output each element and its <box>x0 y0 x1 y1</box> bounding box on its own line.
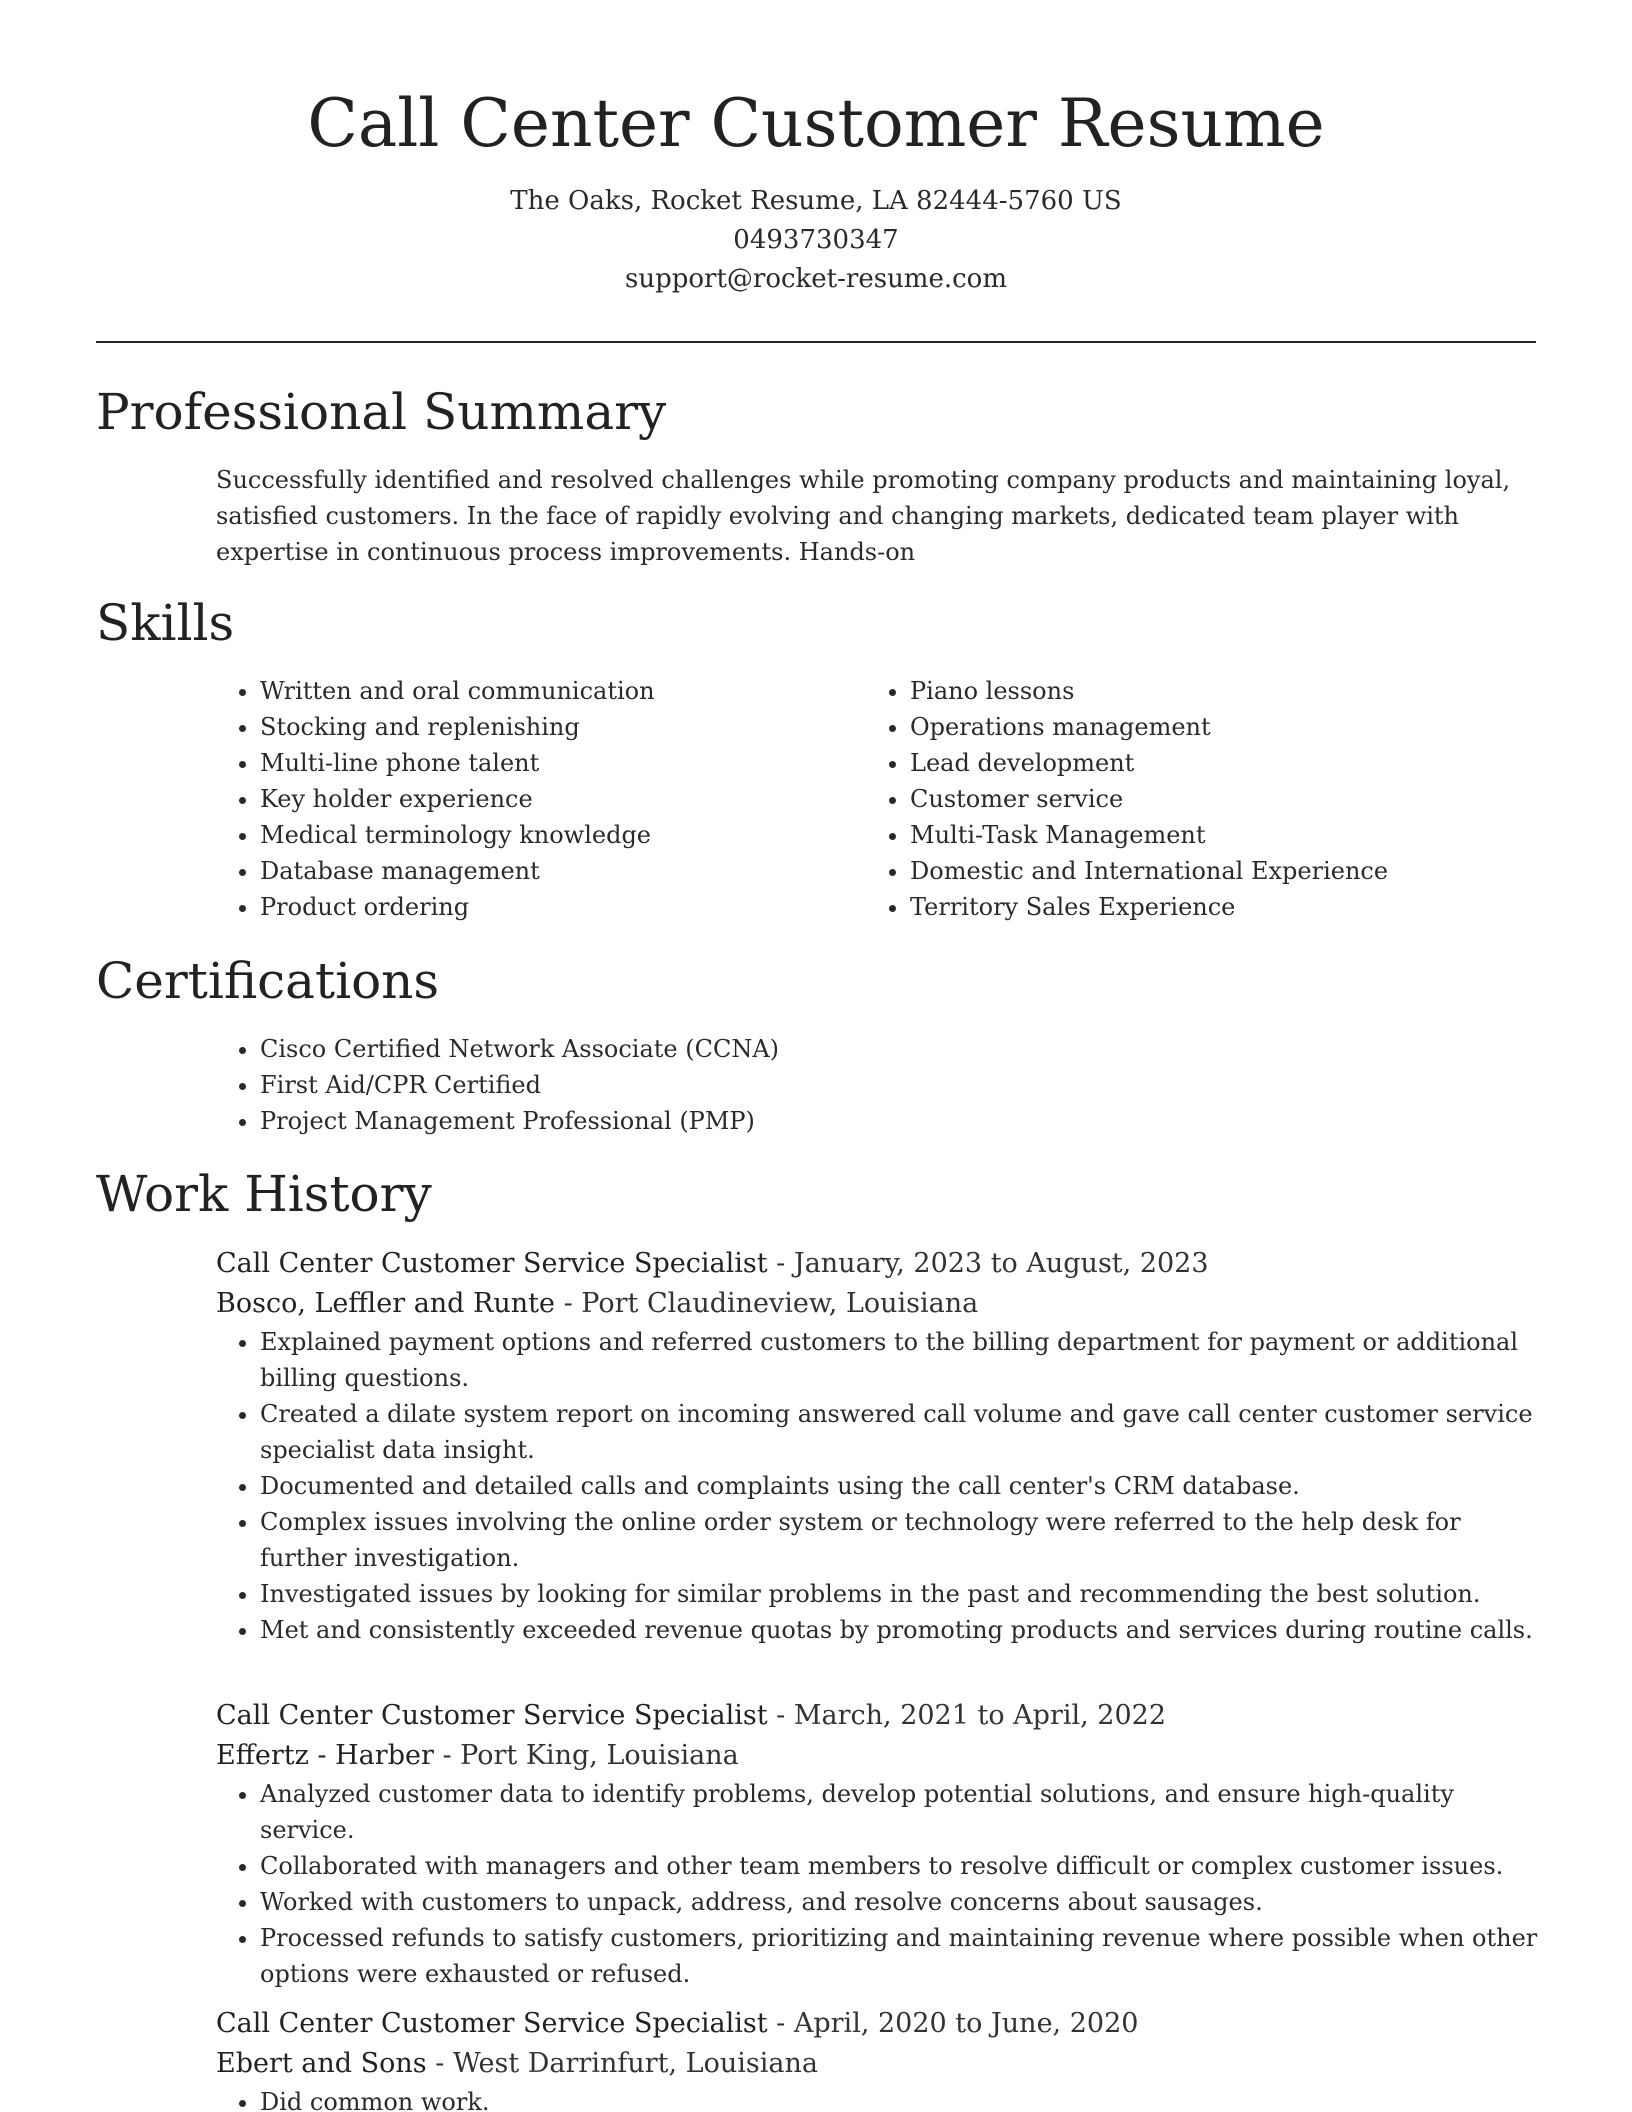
job-bullet: • Analyzed customer data to identify problems, develop potential solutions, and ensure high-quality service. <box>260 1776 1546 1848</box>
job-bullet-list <box>216 2084 1546 2112</box>
summary-text: Successfully identified and resolved challenges while promoting company products and maintaining loyal, satisfied customers. In the face of rapidly evolving and changing markets, dedicated team player with expertise in continuous process improvements. Hands-on <box>216 466 1511 566</box>
job-bullet: • Did common work. <box>260 2084 1546 2112</box>
job-title: Call Center Customer Service Specialist <box>216 1700 768 1731</box>
job-title: Call Center Customer Service Specialist <box>216 1248 768 1279</box>
job-heading <box>216 2004 1546 2044</box>
header-divider <box>96 341 1536 343</box>
skill-item: • Piano lessons <box>910 673 1590 709</box>
job-entry <box>216 1244 1546 1648</box>
job-bullet: • Created a dilate system report on incoming answered call volume and gave call center customer service specialist data insight. <box>260 1396 1546 1468</box>
job-dates: - January, 2023 to August, 2023 <box>767 1248 1209 1279</box>
job-dates: - March, 2021 to April, 2022 <box>767 1700 1167 1731</box>
contact-block <box>0 182 1632 299</box>
certifications-list <box>216 1031 1460 1139</box>
skill-item: • Operations management <box>910 709 1590 745</box>
skill-item: • Medical terminology knowledge <box>260 817 860 853</box>
skill-item: • Lead development <box>910 745 1590 781</box>
job-company: Ebert and Sons <box>216 2048 427 2079</box>
job-bullet: • Met and consistently exceeded revenue quotas by promoting products and services during routine calls. <box>260 1612 1546 1648</box>
skill-item: • Domestic and International Experience <box>910 853 1590 889</box>
job-bullet: • Explained payment options and referred customers to the billing department for payment or additional billing questions. <box>260 1324 1546 1396</box>
job-dates: - April, 2020 to June, 2020 <box>767 2008 1139 2039</box>
job-employer <box>216 1284 1546 1324</box>
skill-item: • Database management <box>260 853 860 889</box>
section-title-skills: Skills <box>96 594 235 652</box>
job-entry <box>216 1696 1546 1992</box>
contact-phone: 0493730347 <box>733 225 899 255</box>
resume-header <box>0 0 1632 299</box>
certification-item: • First Aid/CPR Certified <box>260 1067 1460 1103</box>
job-bullet: • Processed refunds to satisfy customers, prioritizing and maintaining revenue where possible when other options were exhausted or refused. <box>260 1920 1546 1992</box>
job-bullet-list <box>216 1324 1546 1648</box>
job-company: Bosco, Leffler and Runte <box>216 1288 555 1319</box>
job-bullet: • Complex issues involving the online order system or technology were referred to the help desk for further investigation. <box>260 1504 1546 1576</box>
contact-address: The Oaks, Rocket Resume, LA 82444-5760 US <box>510 186 1122 216</box>
skill-item: • Written and oral communication <box>260 673 860 709</box>
skills-list-left <box>216 673 860 925</box>
job-bullet: • Investigated issues by looking for similar problems in the past and recommending the best solution. <box>260 1576 1546 1612</box>
job-location: - Port Claudineview, Louisiana <box>554 1288 979 1319</box>
certification-item: • Cisco Certified Network Associate (CCNA) <box>260 1031 1460 1067</box>
job-location: - Port King, Louisiana <box>433 1740 739 1771</box>
skills-list-right <box>866 673 1590 925</box>
job-employer <box>216 2044 1546 2084</box>
job-employer <box>216 1736 1546 1776</box>
section-title-work-history: Work History <box>96 1165 432 1223</box>
job-bullet: • Documented and detailed calls and complaints using the call center's CRM database. <box>260 1468 1546 1504</box>
section-title-certifications: Certifications <box>96 952 440 1010</box>
skill-item: • Multi-line phone talent <box>260 745 860 781</box>
section-title-summary: Professional Summary <box>96 383 667 441</box>
job-company: Effertz - Harber <box>216 1740 434 1771</box>
job-title: Call Center Customer Service Specialist <box>216 2008 768 2039</box>
skill-item: • Product ordering <box>260 889 860 925</box>
job-heading <box>216 1696 1546 1736</box>
resume-name: Call Center Customer Resume <box>307 85 1325 162</box>
job-bullet: • Collaborated with managers and other team members to resolve difficult or complex customer issues. <box>260 1848 1546 1884</box>
contact-email: support@rocket-resume.com <box>624 264 1007 294</box>
certification-item: • Project Management Professional (PMP) <box>260 1103 1460 1139</box>
skill-item: • Territory Sales Experience <box>910 889 1590 925</box>
job-heading <box>216 1244 1546 1284</box>
job-bullet-list <box>216 1776 1546 1992</box>
job-bullet: • Worked with customers to unpack, address, and resolve concerns about sausages. <box>260 1884 1546 1920</box>
skill-item: • Multi-Task Management <box>910 817 1590 853</box>
job-entry <box>216 2004 1546 2112</box>
skill-item: • Key holder experience <box>260 781 860 817</box>
skill-item: • Stocking and replenishing <box>260 709 860 745</box>
skill-item: • Customer service <box>910 781 1590 817</box>
job-location: - West Darrinfurt, Louisiana <box>426 2048 818 2079</box>
